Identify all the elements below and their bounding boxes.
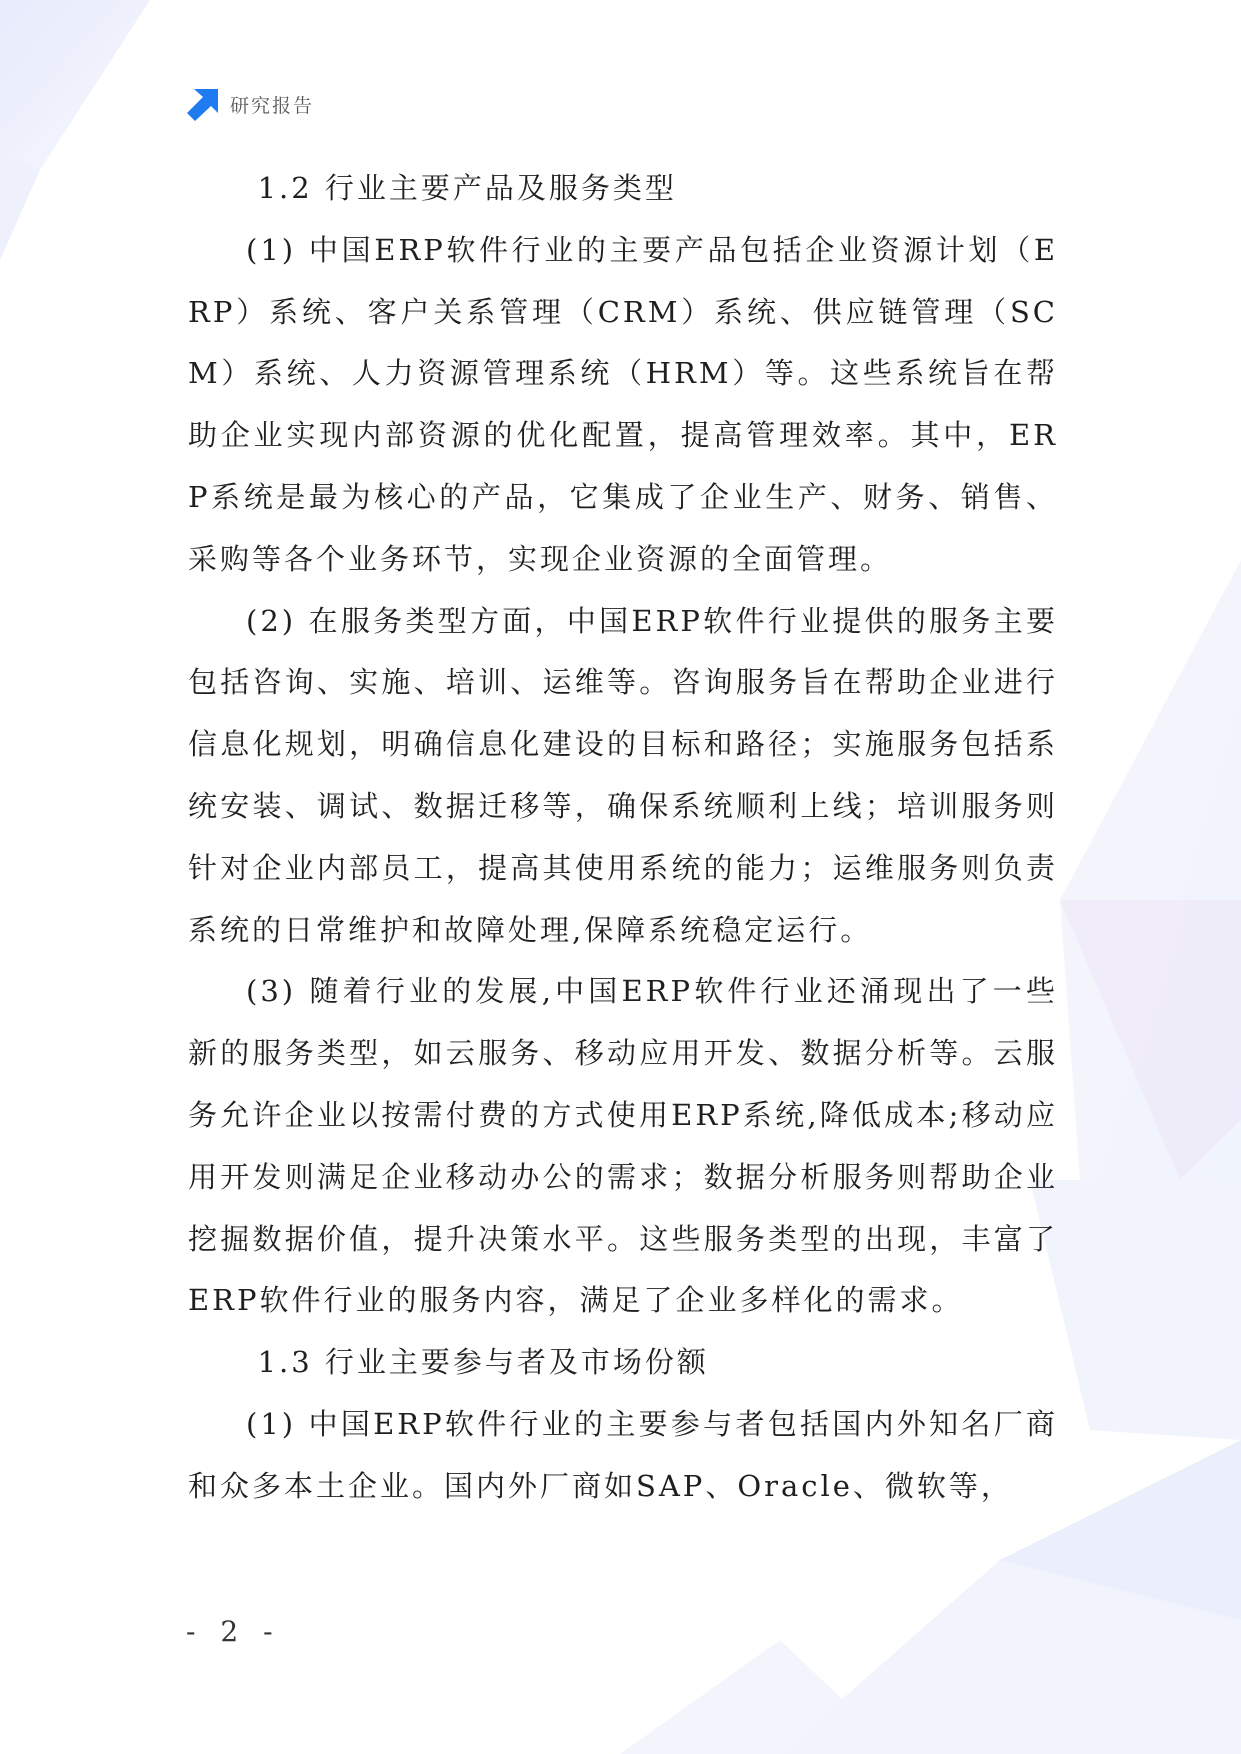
paragraph: (2) 在服务类型方面，中国ERP软件行业提供的服务主要包括咨询、实施、培训、运维等。咨询服务旨在帮助企业进行信息化规划，明确信息化建设的目标和路径；实施服务包括系统安装、调试、数据迁移等，确保系统顺利上线；培训服务则针对企业内部员工，提高其使用系统的能力；运维服务则负责系统的日常维护和故障处理,保障系统稳定运行。 (188, 603, 1058, 947)
page-header (186, 86, 314, 122)
arrow-up-right-icon (186, 87, 220, 121)
paragraph: (1) 中国ERP软件行业的主要产品包括企业资源计划（ERP）系统、客户关系管理（CRM）系统、供应链管理（SCM）系统、人力资源管理系统（HRM）等。这些系统旨在帮助企业实现内部资源的优化配置，提高管理效率。其中，ERP系统是最为核心的产品，它集成了企业生产、财务、销售、采购等各个业务环节，实现企业资源的全面管理。 (188, 232, 1058, 576)
section-heading: 1.3 行业主要参与者及市场份额 (257, 1345, 709, 1380)
document-body (188, 158, 1058, 1518)
section-heading: 1.2 行业主要产品及服务类型 (257, 171, 677, 205)
paragraph: (3) 随着行业的发展,中国ERP软件行业还涌现出了一些新的服务类型，如云服务、移动应用开发、数据分析等。云服务允许企业以按需付费的方式使用ERP系统,降低成本;移动应用开发则满足企业移动办公的需求；数据分析服务则帮助企业挖掘数据价值，提升决策水平。这些服务类型的出现，丰富了ERP软件行业的服务内容，满足了企业多样化的需求。 (188, 974, 1058, 1318)
paragraph: (1) 中国ERP软件行业的主要参与者包括国内外知名厂商和众多本土企业。国内外厂商如SAP、Oracle、微软等， (188, 1406, 1058, 1503)
header-label: 研究报告 (230, 94, 315, 117)
page-number: - 2 - (186, 1615, 281, 1648)
